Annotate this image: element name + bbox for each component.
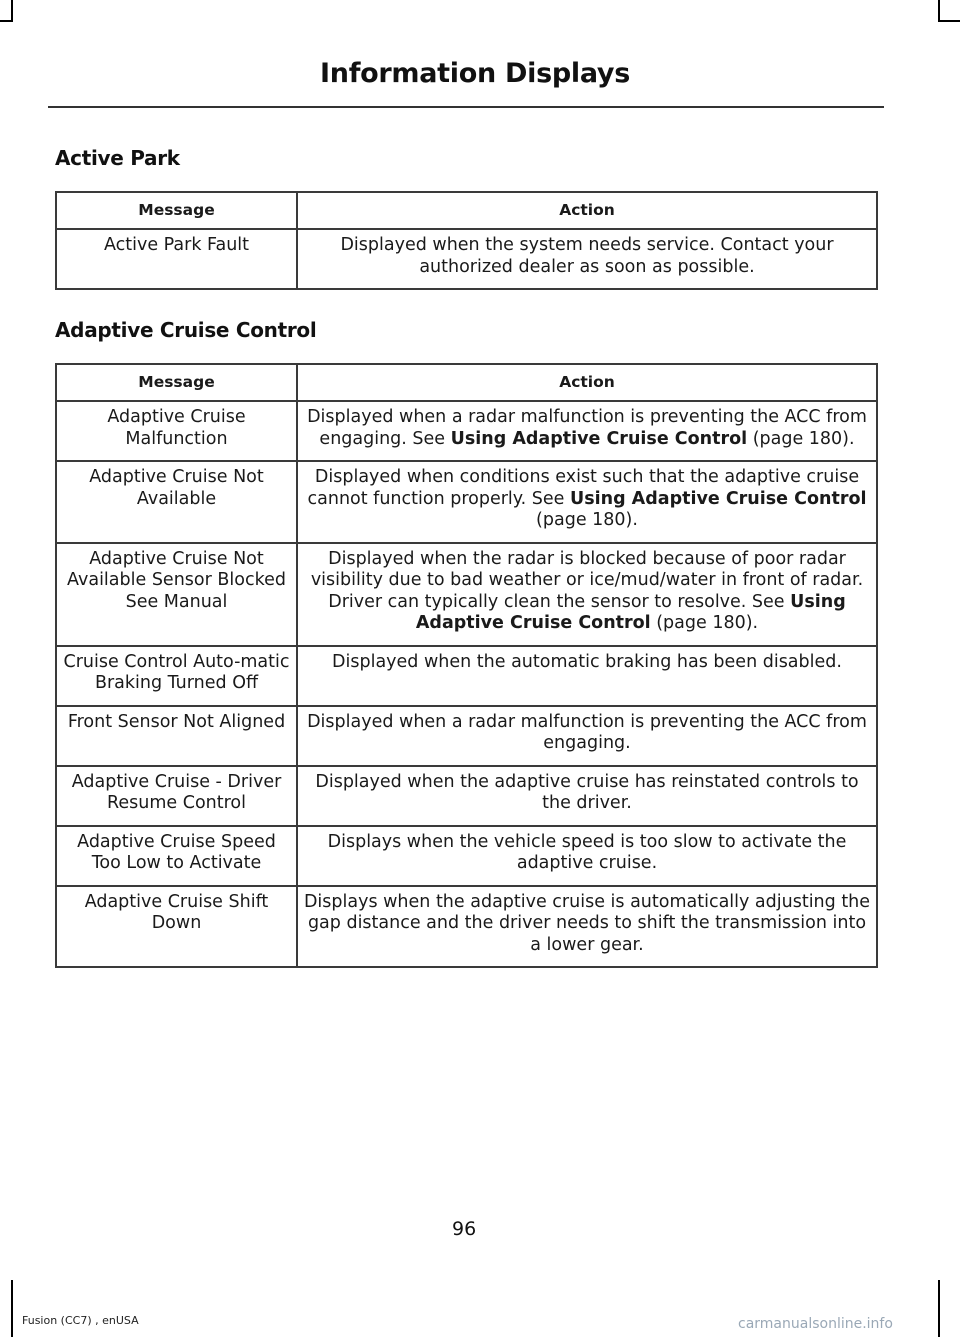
- watermark: carmanualsonline.info: [738, 1316, 893, 1332]
- column-header-message: Message: [56, 192, 297, 229]
- section-heading-adaptive-cruise-control: Adaptive Cruise Control: [55, 318, 317, 342]
- page-title: Information Displays: [320, 58, 630, 89]
- cross-reference-link[interactable]: Using Adaptive Cruise Control: [415, 591, 846, 633]
- crop-mark-top-left-h: [0, 20, 13, 22]
- table-row: [56, 229, 877, 289]
- message-cell: Active Park Fault: [56, 229, 297, 289]
- action-text: Displayed when the adaptive cruise has reinstated controls to the driver.: [315, 771, 859, 813]
- table-row: [56, 706, 877, 766]
- message-cell: Adaptive Cruise Not Available Sensor Blocked See Manual: [56, 543, 297, 646]
- message-cell: Cruise Control Auto-matic Braking Turned Off: [56, 646, 297, 706]
- action-cell: [297, 706, 877, 766]
- message-cell: Adaptive Cruise Not Available: [56, 461, 297, 543]
- table-header-row: [56, 364, 877, 401]
- table-row: [56, 401, 877, 461]
- action-cell: [297, 766, 877, 826]
- table-row: [56, 886, 877, 968]
- crop-mark-top-right-h: [938, 20, 960, 22]
- message-cell: Adaptive Cruise - Driver Resume Control: [56, 766, 297, 826]
- crop-mark-bottom-left-v: [11, 1280, 13, 1337]
- cross-reference-link[interactable]: Using Adaptive Cruise Control: [569, 488, 867, 509]
- message-cell: Adaptive Cruise Malfunction: [56, 401, 297, 461]
- action-text: Displayed when a radar malfunction is preventing the ACC from engaging. See: [307, 407, 867, 449]
- table-row: [56, 461, 877, 543]
- action-cell: [297, 826, 877, 886]
- section-heading-active-park: Active Park: [55, 146, 180, 170]
- message-cell: Adaptive Cruise Speed Too Low to Activate: [56, 826, 297, 886]
- action-text: Displayed when the system needs service. Contact your authorized dealer as soon as possible.: [340, 235, 834, 277]
- page-reference: (page 180).: [536, 510, 638, 530]
- crop-mark-top-right-v: [938, 0, 940, 22]
- crop-mark-top-left-v: [11, 0, 13, 22]
- active-park-table: [55, 191, 878, 290]
- document-id: Fusion (CC7) , enUSA: [22, 1314, 139, 1327]
- action-text: Displays when the vehicle speed is too slow to activate the adaptive cruise.: [327, 831, 847, 873]
- message-cell: Adaptive Cruise Shift Down: [56, 886, 297, 968]
- page-reference: (page 180).: [650, 613, 759, 633]
- table-row: [56, 766, 877, 826]
- column-header-message: Message: [56, 364, 297, 401]
- column-header-action: Action: [297, 192, 877, 229]
- adaptive-cruise-table: [55, 363, 878, 968]
- action-cell: [297, 229, 877, 289]
- action-cell: [297, 646, 877, 706]
- table-header-row: [56, 192, 877, 229]
- message-cell: Front Sensor Not Aligned: [56, 706, 297, 766]
- action-text: Displayed when the radar is blocked because of poor radar visibility due to bad weather or ice/mud/water in front of radar. Driver can typically clean the sensor to resolve. See: [310, 548, 864, 612]
- action-text: Displayed when the automatic braking has been disabled.: [332, 651, 842, 672]
- action-cell: [297, 401, 877, 461]
- action-text: Displayed when conditions exist such that the adaptive cruise cannot function properly. See: [307, 467, 860, 509]
- action-cell: [297, 461, 877, 543]
- table-row: [56, 826, 877, 886]
- column-header-action: Action: [297, 364, 877, 401]
- action-cell: [297, 886, 877, 968]
- table-row: [56, 543, 877, 646]
- cross-reference-link[interactable]: Using Adaptive Cruise Control: [450, 428, 748, 449]
- crop-mark-bottom-right-v: [938, 1280, 940, 1337]
- action-text: Displayed when a radar malfunction is preventing the ACC from engaging.: [307, 711, 867, 753]
- page-number: 96: [452, 1218, 477, 1240]
- action-cell: [297, 543, 877, 646]
- title-divider: [48, 106, 884, 108]
- action-text: Displays when the adaptive cruise is automatically adjusting the gap distance and the driver needs to shift the transmission into a lower gear.: [303, 891, 871, 955]
- table-row: [56, 646, 877, 706]
- page-reference: (page 180).: [747, 428, 855, 449]
